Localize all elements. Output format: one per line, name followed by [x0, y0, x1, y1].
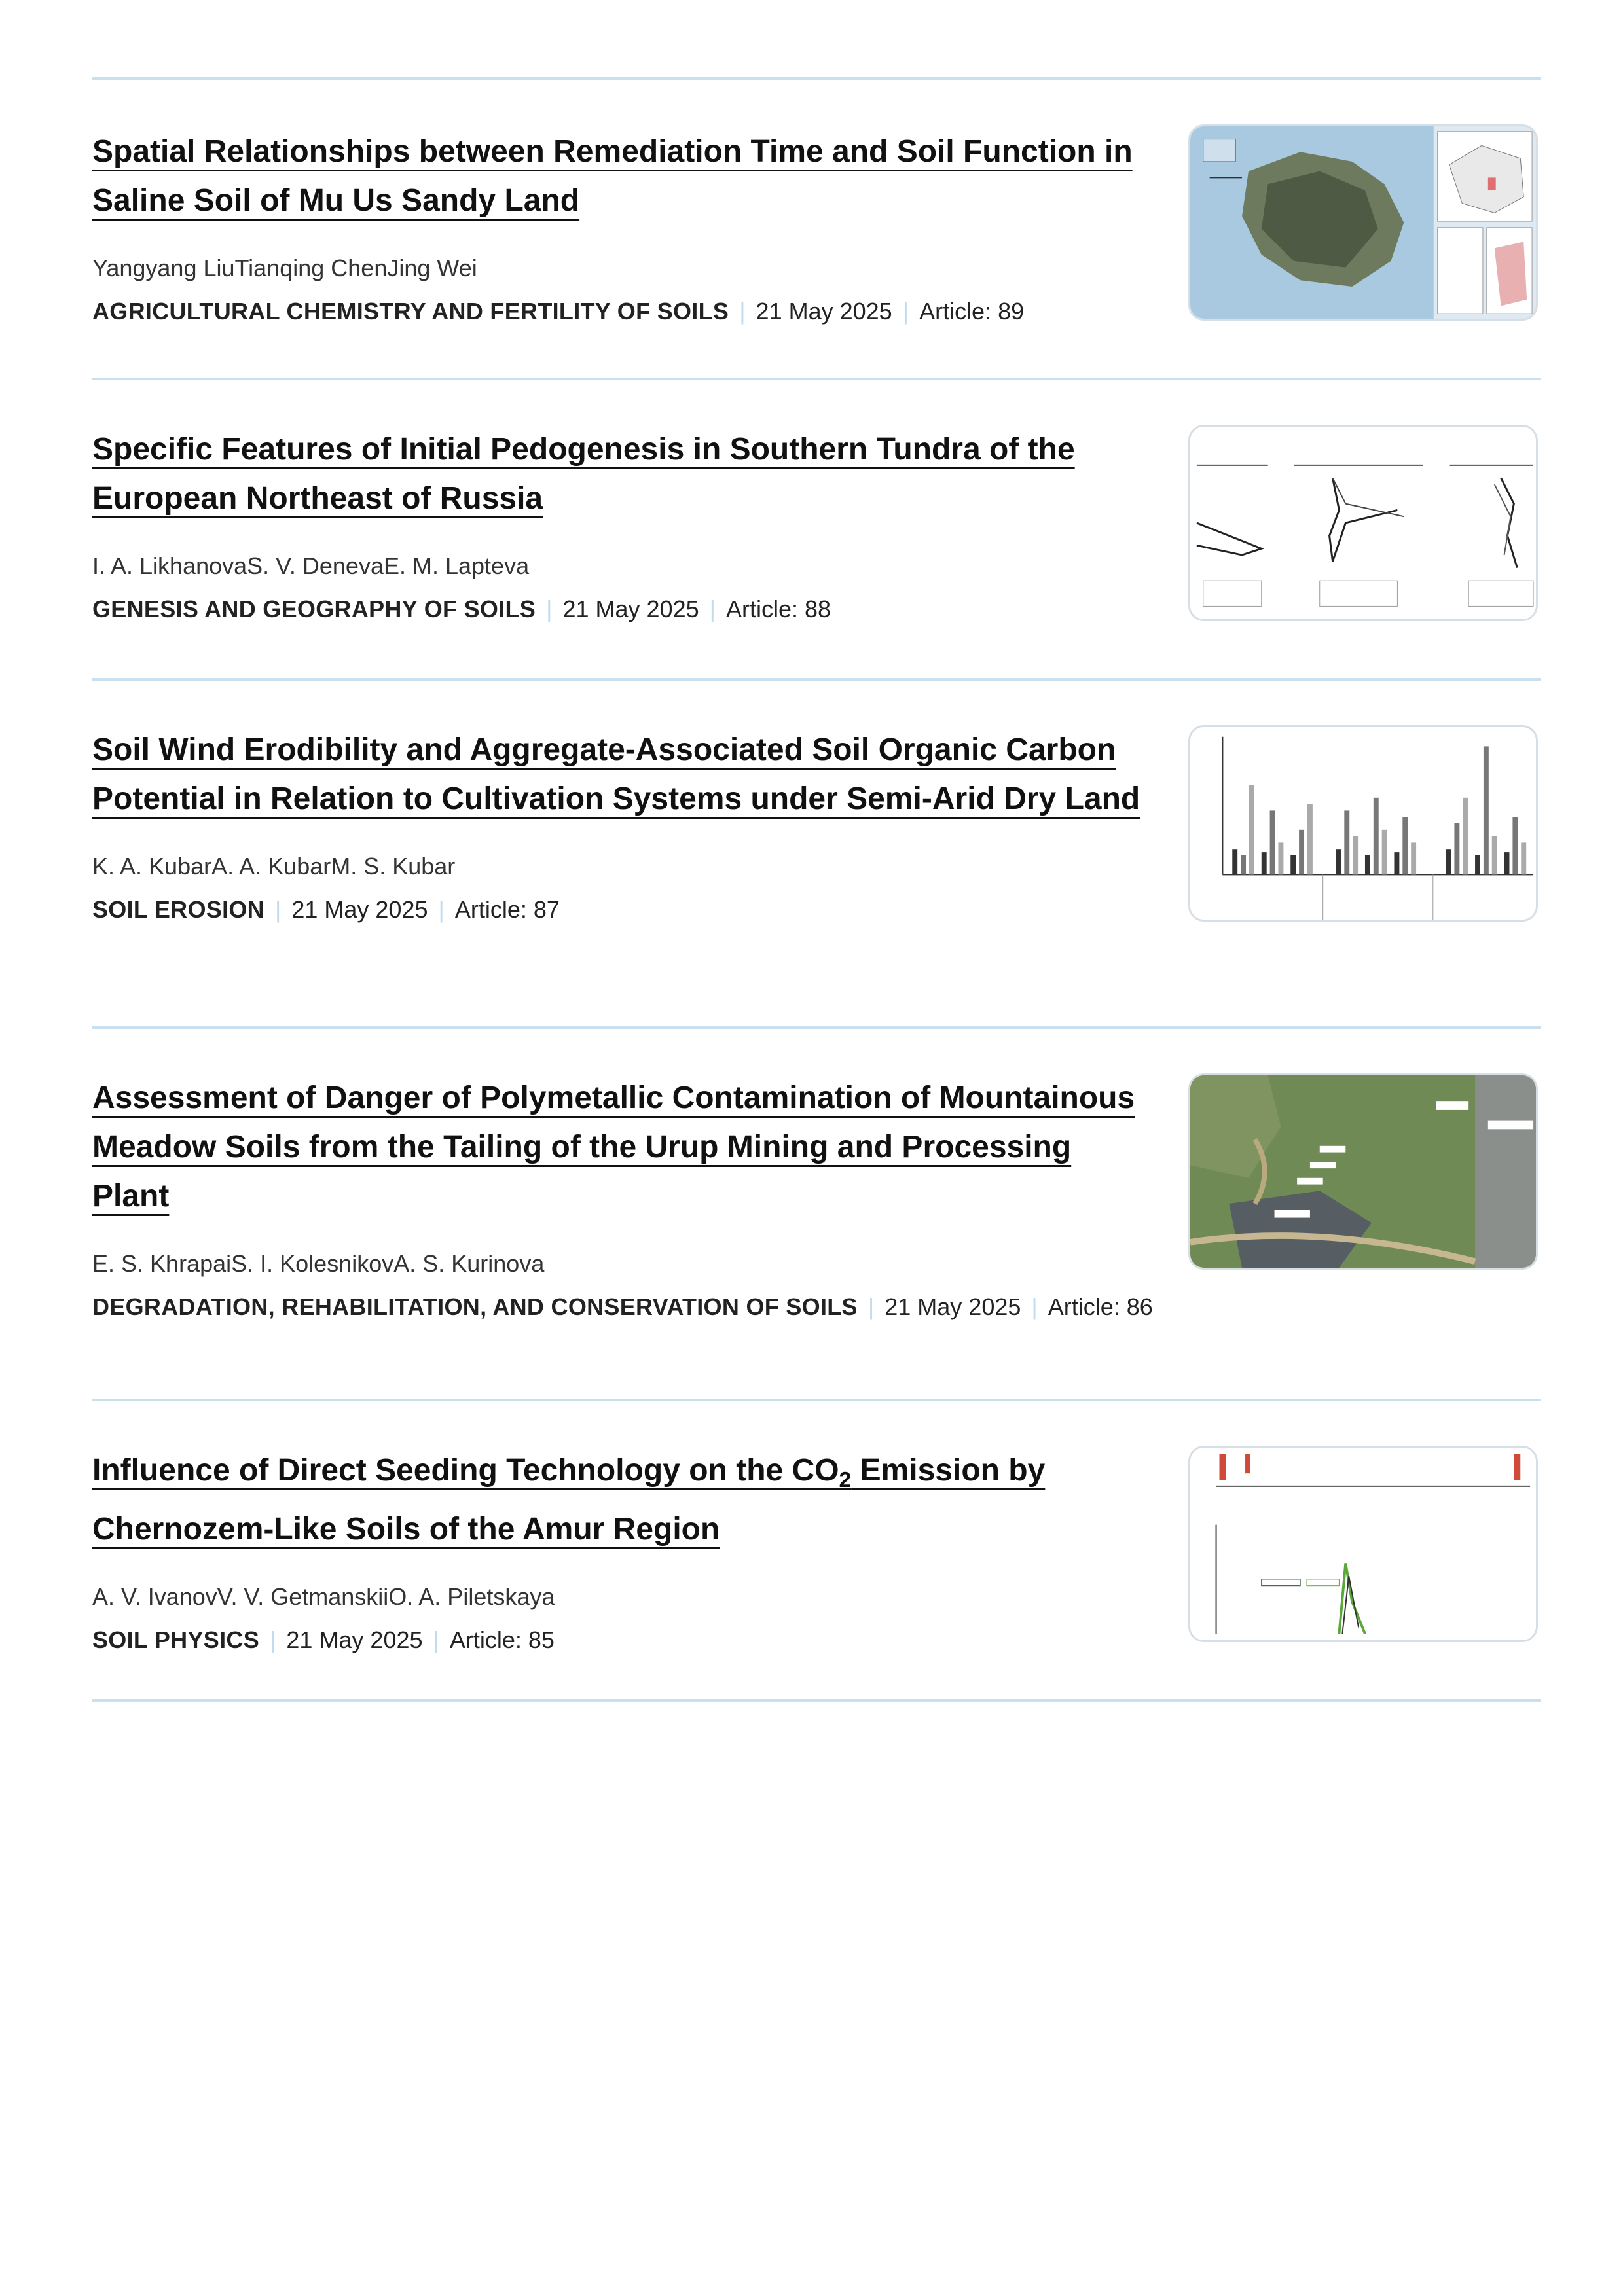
article-subject: SOIL EROSION — [92, 896, 264, 923]
article-thumbnail-bar-chart[interactable] — [1188, 725, 1538, 922]
article-item — [92, 380, 1541, 678]
article-thumbnail-map[interactable] — [1188, 124, 1538, 321]
article-number: Article: 85 — [449, 1626, 555, 1654]
article-meta — [92, 1625, 1153, 1655]
article-title-link[interactable]: Specific Features of Initial Pedogenesis in Southern Tundra of the European Northeast of Russia — [92, 432, 1075, 516]
article-date: 21 May 2025 — [756, 298, 892, 325]
article-title-link[interactable]: Soil Wind Erodibility and Aggregate-Associated Soil Organic Carbon Potential in Relation to Cultivation Systems under Semi-Arid Dry Land — [92, 732, 1140, 816]
article-meta — [92, 296, 1153, 327]
separator: | — [709, 596, 716, 622]
article-subject: DEGRADATION, REHABILITATION, AND CONSERVATION OF SOILS — [92, 1293, 858, 1320]
bar-chart-thumbnail-image — [1190, 727, 1536, 920]
article-thumbnail-emission-chart[interactable] — [1188, 1446, 1538, 1642]
article-number: Article: 88 — [725, 596, 831, 622]
article-date: 21 May 2025 — [562, 596, 699, 622]
satellite-thumbnail-image — [1190, 1075, 1536, 1268]
article-title-link[interactable]: Assessment of Danger of Polymetallic Contamination of Mountainous Meadow Soils from the Tailing of the Urup Mining and Processing Plant — [92, 1081, 1135, 1213]
article-number: Article: 86 — [1048, 1293, 1153, 1320]
article-thumbnail-chart[interactable] — [1188, 425, 1538, 621]
article-authors: K. A. KubarA. A. KubarM. S. Kubar — [92, 853, 456, 880]
article-authors: E. S. KhrapaiS. I. KolesnikovA. S. Kurinova — [92, 1250, 545, 1277]
article-thumbnail-satellite[interactable] — [1188, 1073, 1538, 1270]
article-item — [92, 1401, 1541, 1699]
map-thumbnail-image — [1190, 126, 1536, 319]
article-title-link[interactable] — [92, 1446, 1153, 1554]
emission-chart-thumbnail-image — [1190, 1448, 1536, 1640]
separator: | — [1031, 1293, 1038, 1320]
separator: | — [546, 596, 553, 622]
article-item — [92, 681, 1541, 1026]
divider — [92, 1699, 1541, 1702]
article-authors: I. A. LikhanovaS. V. DenevaE. M. Lapteva — [92, 552, 530, 579]
separator: | — [438, 896, 445, 923]
article-subject: GENESIS AND GEOGRAPHY OF SOILS — [92, 596, 536, 622]
separator: | — [433, 1626, 439, 1654]
separator: | — [270, 1626, 276, 1654]
article-title-link[interactable]: Spatial Relationships between Remediation Time and Soil Function in Saline Soil of Mu Us Sandy Land — [92, 134, 1133, 218]
title-subscript: 2 — [839, 1468, 852, 1493]
article-authors: Yangyang LiuTianqing ChenJing Wei — [92, 255, 477, 281]
separator: | — [867, 1293, 875, 1320]
article-meta — [92, 895, 1153, 925]
article-date: 21 May 2025 — [286, 1626, 423, 1654]
line-chart-thumbnail-image — [1190, 427, 1536, 619]
article-meta — [92, 1292, 1153, 1322]
article-subject: AGRICULTURAL CHEMISTRY AND FERTILITY OF SOILS — [92, 298, 729, 325]
article-item — [92, 80, 1541, 378]
title-text-end: Emission by Chernozem-Like Soils of the Amur Region — [92, 1453, 1046, 1547]
article-authors: A. V. IvanovV. V. GetmanskiiO. A. Piletskaya — [92, 1583, 555, 1611]
article-number: Article: 87 — [454, 896, 560, 923]
article-date: 21 May 2025 — [884, 1293, 1021, 1320]
separator: | — [739, 298, 746, 325]
article-number: Article: 89 — [919, 298, 1025, 325]
article-date: 21 May 2025 — [291, 896, 428, 923]
article-meta — [92, 594, 1153, 624]
article-item — [92, 1029, 1541, 1399]
separator: | — [902, 298, 909, 325]
separator: | — [274, 896, 282, 923]
article-list — [92, 77, 1541, 1702]
article-subject: SOIL PHYSICS — [92, 1626, 260, 1654]
title-text-start: Influence of Direct Seeding Technology on the CO — [92, 1453, 839, 1488]
